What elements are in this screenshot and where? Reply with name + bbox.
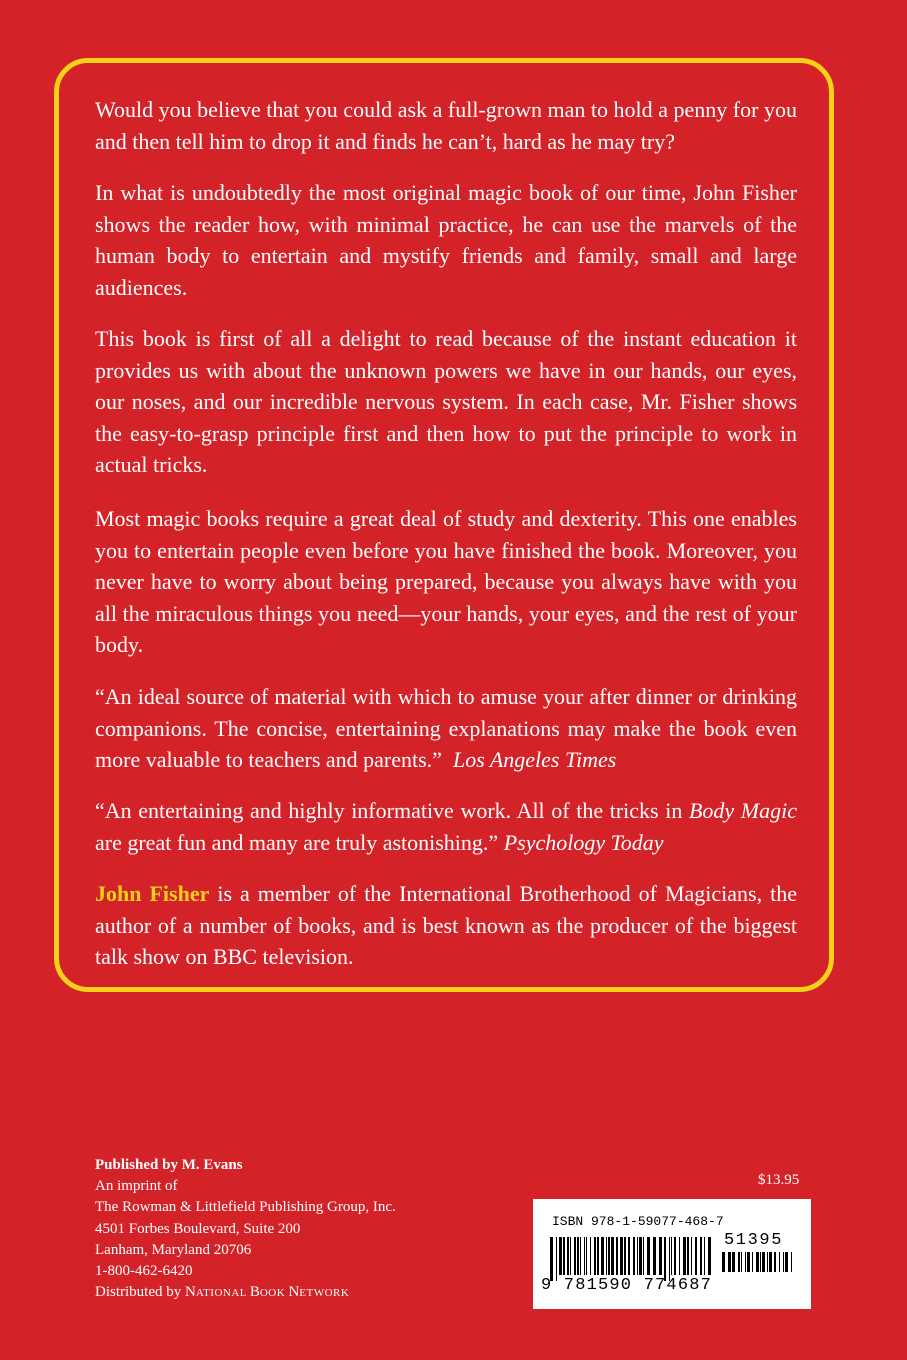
barcode-bar [745,1252,746,1272]
dist-n: N [185,1284,196,1301]
barcode-bar [580,1237,581,1275]
blurb-paragraph-4: Most magic books require a great deal of study and dexterity. This one enables you to entertain people even before you have finished the book. Moreover, you never have to worry about being prepared, because you always have with you all the miraculous things you need—your hands, your eyes, and the rest of your body. [95,506,797,657]
barcode-bar [606,1237,607,1275]
isbn-label: ISBN 978-1-59077-468-7 [552,1214,724,1229]
barcode-bar [628,1237,630,1275]
barcode-bar [620,1237,623,1275]
barcode-bar [783,1252,784,1272]
quote-2-text-a: “An entertaining and highly informative work. All of the tricks in [95,798,689,823]
barcode-bar [584,1237,585,1275]
barcode-bar [633,1237,635,1275]
barcode-bar [752,1252,753,1272]
author-bio [95,878,797,973]
barcode-bar [559,1237,562,1275]
quote-1-text: “An ideal source of material with which to amuse your after dinner or drinking companions. The concise, entertaining explanations may make the book even more valuable to teachers and parents.” [95,684,797,772]
quote-1-source: Los Angeles Times [452,747,617,772]
price-barcode [722,1252,796,1300]
barcode-bar [687,1237,689,1275]
dist-etwork: ETWORK [299,1287,350,1300]
barcode-bar [779,1252,780,1272]
review-quote-2 [95,795,797,858]
barcode-bar [669,1237,670,1281]
barcode-bar [637,1237,638,1275]
barcode-bar [679,1237,680,1275]
quote-2-source: Psychology Today [503,829,664,855]
barcode-bar [550,1237,553,1281]
barcode-bar [611,1237,614,1275]
barcode-bar [741,1252,742,1272]
quote-2-text-b: are great fun and many are truly astonishing.” [95,829,499,855]
dist-n2: N [288,1284,300,1301]
barcode-bar [760,1252,761,1272]
dist-b: B [249,1284,260,1301]
blurb-paragraph-3: This book is first of all a delight to read because of the instant education it provides us with about the unknown powers we have in our hands, our eyes, our noses, and our incredible nervous system. In each case, Mr. Fisher shows the easy-to-grasp principle first and then how to put the principle to work in actual tricks. [95,326,797,477]
barcode-bar [647,1237,650,1275]
barcode-bar [653,1237,656,1275]
barcode-bar [728,1252,731,1272]
price-code-digits: 51395 [724,1231,784,1250]
barcode-bar [732,1252,735,1272]
barcode-bar [762,1252,765,1272]
barcode-bar [708,1237,711,1275]
barcode-bar [594,1237,596,1275]
dist-ational: ATIONAL [195,1287,250,1300]
blurb-paragraph-1: Would you believe that you could ask a full-grown man to hold a penny for you and then tell him to drop it and finds he can’t, hard as he may try? [95,97,797,154]
barcode-bar [747,1252,750,1272]
author-name: John Fisher [95,881,210,906]
barcode-bar [695,1237,697,1275]
barcode-bar [616,1237,618,1275]
barcode-bar [643,1237,644,1275]
barcode-bar [639,1237,642,1275]
barcode-bar [664,1237,666,1281]
review-quote-1 [95,681,797,776]
dist-prefix: Distributed by [95,1284,185,1301]
barcode-bar [590,1237,591,1275]
distributor-line [95,1282,396,1304]
author-bio-text: is a member of the International Brotherhood of Magicians, the author of a number of books, and is best known as the producer of the biggest talk show on BBC television. [95,881,797,969]
barcode-bar [785,1252,788,1272]
quote-2-book-title: Body Magic [688,798,797,823]
barcode-bar [769,1252,772,1272]
isbn-digits: 9 781590 774687 [541,1276,713,1295]
barcode-bar [597,1237,599,1275]
barcode-bar [774,1252,776,1272]
barcode-bar [671,1237,672,1275]
barcode-bar [624,1237,626,1275]
publisher-line-3: 4501 Forbes Boulevard, Suite 200 [95,1220,301,1237]
barcode-bar [570,1237,571,1275]
publisher-heading: Published by M. Evans [95,1157,243,1173]
barcode-bar [659,1237,662,1275]
publisher-info [95,1155,396,1304]
barcode-bar [577,1237,579,1275]
barcode-bar [608,1237,610,1275]
barcode-bar [601,1237,604,1275]
barcode-bar [586,1237,587,1275]
blurb-paragraph-2: In what is undoubtedly the most original magic book of our time, John Fisher shows the reader how, with minimal practice, he can use the marvels of the human body to entertain and mystify friends and family, small and large audiences. [95,180,797,300]
barcode-bar [722,1252,725,1272]
publisher-line-5: 1-800-462-6420 [95,1263,193,1280]
barcode-bar [756,1252,759,1272]
publisher-line-4: Lanham, Maryland 20706 [95,1241,252,1258]
barcode-bar [674,1237,676,1275]
barcode-bar [574,1237,576,1275]
isbn-barcode [550,1237,716,1281]
barcode-bar [700,1237,702,1275]
barcode-bar [556,1237,557,1281]
barcode-bar [691,1237,692,1275]
publisher-line-2: The Rowman & Littlefield Publishing Group, Inc. [95,1199,396,1216]
barcode-bar [791,1252,792,1272]
publisher-line-1: An imprint of [95,1178,178,1195]
barcode-bar [704,1237,705,1275]
barcode-bar [738,1252,740,1272]
barcode-bar [683,1237,686,1275]
barcode-bar [767,1252,768,1272]
dist-ook: OOK [259,1287,289,1300]
barcode-bar [563,1237,565,1275]
barcode-bar [567,1237,569,1275]
cover-price: $13.95 [758,1172,800,1188]
